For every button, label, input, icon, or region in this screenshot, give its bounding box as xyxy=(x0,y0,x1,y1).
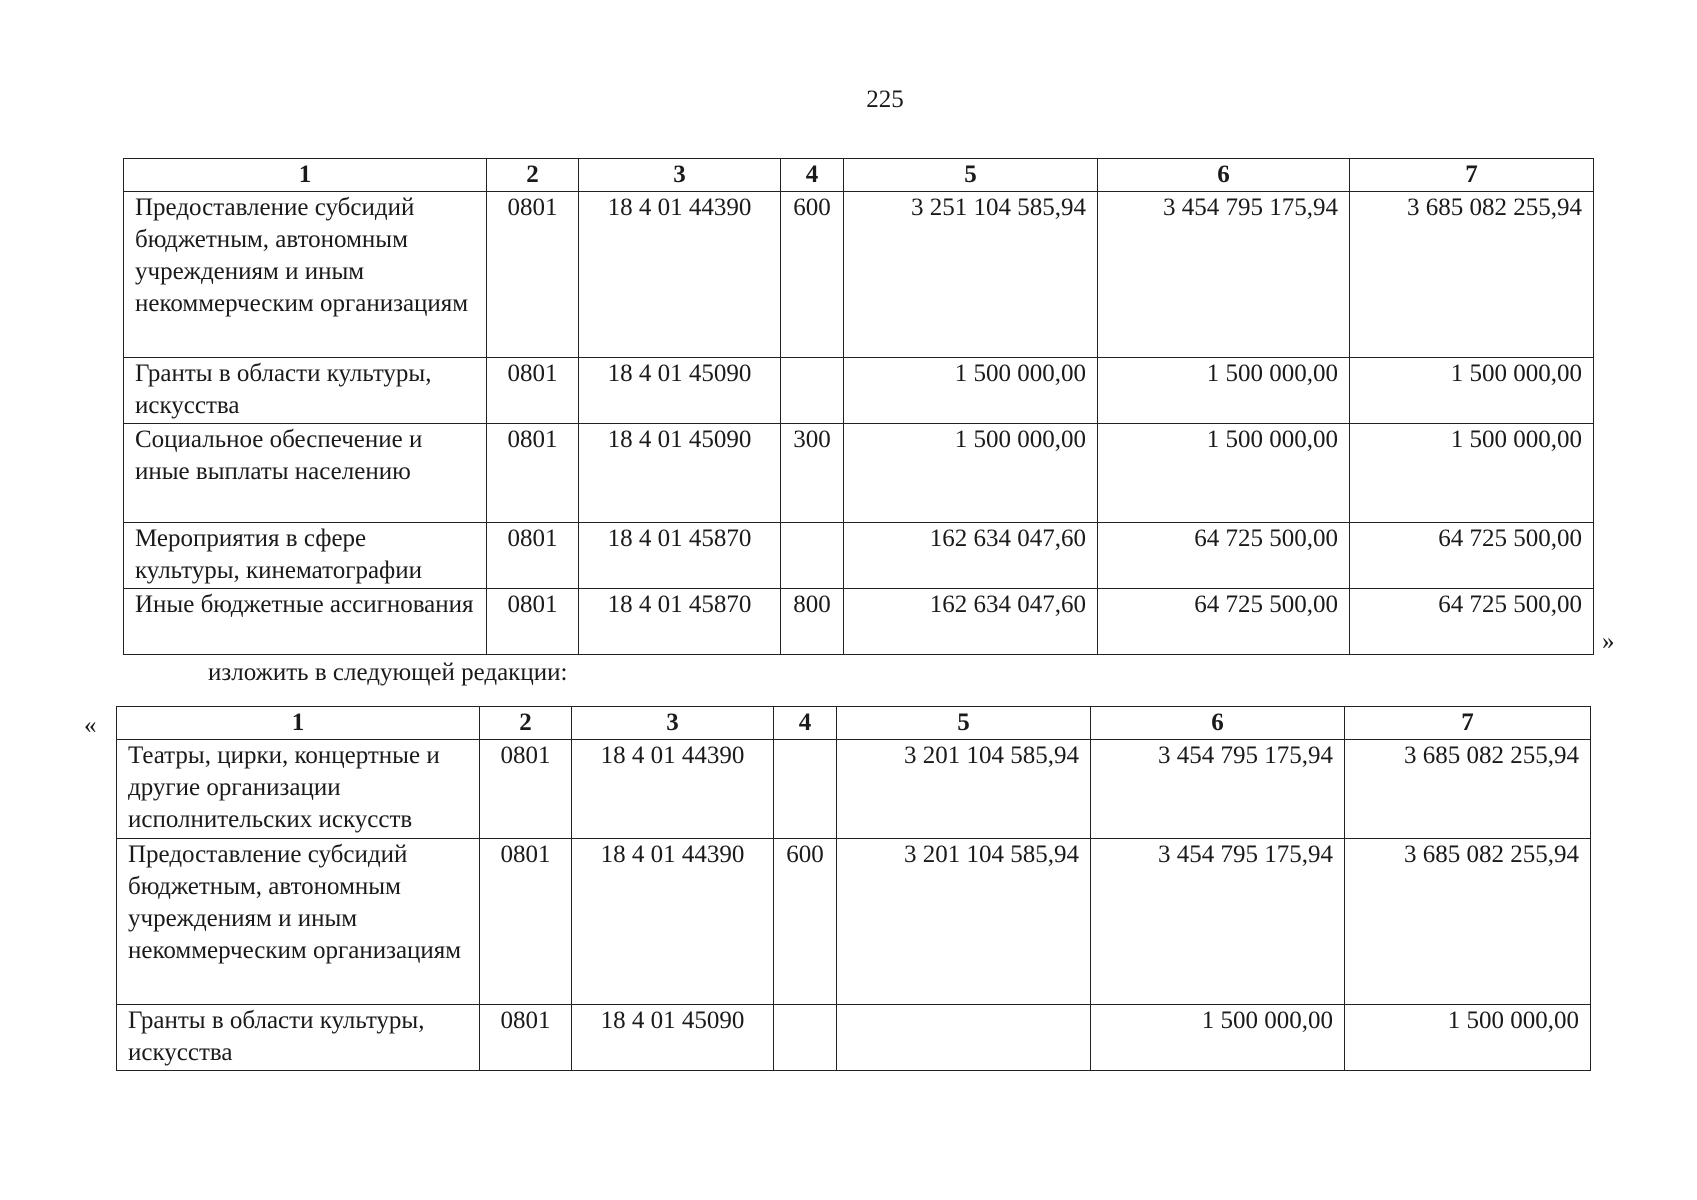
target-article-cell: 18 4 01 45870 xyxy=(579,589,781,655)
amount-cell-5 xyxy=(837,1005,1091,1071)
expense-type-cell xyxy=(774,740,837,839)
header-cell: 5 xyxy=(844,159,1098,192)
expense-type-cell: 600 xyxy=(774,839,837,1005)
table-header-row xyxy=(124,159,1594,192)
amount-cell-5: 3 201 104 585,94 xyxy=(837,839,1091,1005)
row-name-cell: Гранты в области культуры, искусства xyxy=(117,1005,480,1071)
row-name-cell: Гранты в области культуры, искусства xyxy=(124,358,487,424)
amount-cell-6: 3 454 795 175,94 xyxy=(1091,740,1345,839)
row-name-cell: Предоставление субсидий бюджетным, автономным учреждениям и иным некоммерческим организациям xyxy=(117,839,480,1005)
amount-cell-6: 64 725 500,00 xyxy=(1098,523,1350,589)
amount-cell-6: 1 500 000,00 xyxy=(1091,1005,1345,1071)
header-cell: 1 xyxy=(117,707,480,740)
row-name-cell: Социальное обеспечение и иные выплаты населению xyxy=(124,424,487,523)
page-number: 225 xyxy=(866,86,904,113)
amount-cell-5: 162 634 047,60 xyxy=(844,589,1098,655)
expense-type-cell xyxy=(781,523,844,589)
amount-cell-6: 3 454 795 175,94 xyxy=(1091,839,1345,1005)
amount-cell-7: 3 685 082 255,94 xyxy=(1345,740,1591,839)
table-row xyxy=(124,424,1594,523)
amount-cell-5: 3 251 104 585,94 xyxy=(844,192,1098,358)
target-article-cell: 18 4 01 45870 xyxy=(579,523,781,589)
amount-cell-5: 1 500 000,00 xyxy=(844,424,1098,523)
table-row xyxy=(117,740,1591,839)
row-name-cell: Театры, цирки, концертные и другие организации исполнительских искусств xyxy=(117,740,480,839)
target-article-cell: 18 4 01 44390 xyxy=(572,839,774,1005)
target-article-cell: 18 4 01 44390 xyxy=(579,192,781,358)
target-article-cell: 18 4 01 45090 xyxy=(572,1005,774,1071)
amount-cell-7: 64 725 500,00 xyxy=(1350,589,1594,655)
target-article-cell: 18 4 01 44390 xyxy=(572,740,774,839)
section-code-cell: 0801 xyxy=(480,740,572,839)
expense-type-cell xyxy=(781,358,844,424)
header-cell: 4 xyxy=(781,159,844,192)
header-cell: 4 xyxy=(774,707,837,740)
amount-cell-7: 1 500 000,00 xyxy=(1350,424,1594,523)
table-row xyxy=(124,523,1594,589)
expense-type-cell: 800 xyxy=(781,589,844,655)
amount-cell-6: 3 454 795 175,94 xyxy=(1098,192,1350,358)
amount-cell-5: 1 500 000,00 xyxy=(844,358,1098,424)
amount-cell-6: 1 500 000,00 xyxy=(1098,358,1350,424)
target-article-cell: 18 4 01 45090 xyxy=(579,358,781,424)
expense-type-cell xyxy=(774,1005,837,1071)
amount-cell-7: 1 500 000,00 xyxy=(1345,1005,1591,1071)
closing-quote: » xyxy=(1602,628,1615,655)
section-code-cell: 0801 xyxy=(487,424,579,523)
expense-type-cell: 600 xyxy=(781,192,844,358)
amount-cell-6: 1 500 000,00 xyxy=(1098,424,1350,523)
section-code-cell: 0801 xyxy=(480,839,572,1005)
row-name-cell: Мероприятия в сфере культуры, кинематографии xyxy=(124,523,487,589)
amount-cell-5: 3 201 104 585,94 xyxy=(837,740,1091,839)
target-article-cell: 18 4 01 45090 xyxy=(579,424,781,523)
amount-cell-7: 1 500 000,00 xyxy=(1350,358,1594,424)
header-cell: 2 xyxy=(480,707,572,740)
table-row xyxy=(117,839,1591,1005)
table-row xyxy=(117,1005,1591,1071)
header-cell: 2 xyxy=(487,159,579,192)
header-cell: 6 xyxy=(1098,159,1350,192)
amount-cell-7: 3 685 082 255,94 xyxy=(1350,192,1594,358)
table-row xyxy=(124,589,1594,655)
header-cell: 5 xyxy=(837,707,1091,740)
header-cell: 7 xyxy=(1350,159,1594,192)
header-cell: 3 xyxy=(572,707,774,740)
connector-text: изложить в следующей редакции: xyxy=(208,659,568,686)
section-code-cell: 0801 xyxy=(487,523,579,589)
row-name-cell: Предоставление субсидий бюджетным, автономным учреждениям и иным некоммерческим организациям xyxy=(124,192,487,358)
section-code-cell: 0801 xyxy=(487,358,579,424)
header-cell: 3 xyxy=(579,159,781,192)
amount-cell-6: 64 725 500,00 xyxy=(1098,589,1350,655)
expense-type-cell: 300 xyxy=(781,424,844,523)
amount-cell-7: 3 685 082 255,94 xyxy=(1345,839,1591,1005)
section-code-cell: 0801 xyxy=(487,192,579,358)
section-code-cell: 0801 xyxy=(480,1005,572,1071)
budget-table-old xyxy=(123,158,1594,655)
header-cell: 1 xyxy=(124,159,487,192)
amount-cell-7: 64 725 500,00 xyxy=(1350,523,1594,589)
row-name-cell: Иные бюджетные ассигнования xyxy=(124,589,487,655)
header-cell: 7 xyxy=(1345,707,1591,740)
table-header-row xyxy=(117,707,1591,740)
header-cell: 6 xyxy=(1091,707,1345,740)
opening-quote: « xyxy=(84,712,97,739)
table-row xyxy=(124,192,1594,358)
amount-cell-5: 162 634 047,60 xyxy=(844,523,1098,589)
budget-table-new xyxy=(116,706,1591,1071)
section-code-cell: 0801 xyxy=(487,589,579,655)
table-row xyxy=(124,358,1594,424)
